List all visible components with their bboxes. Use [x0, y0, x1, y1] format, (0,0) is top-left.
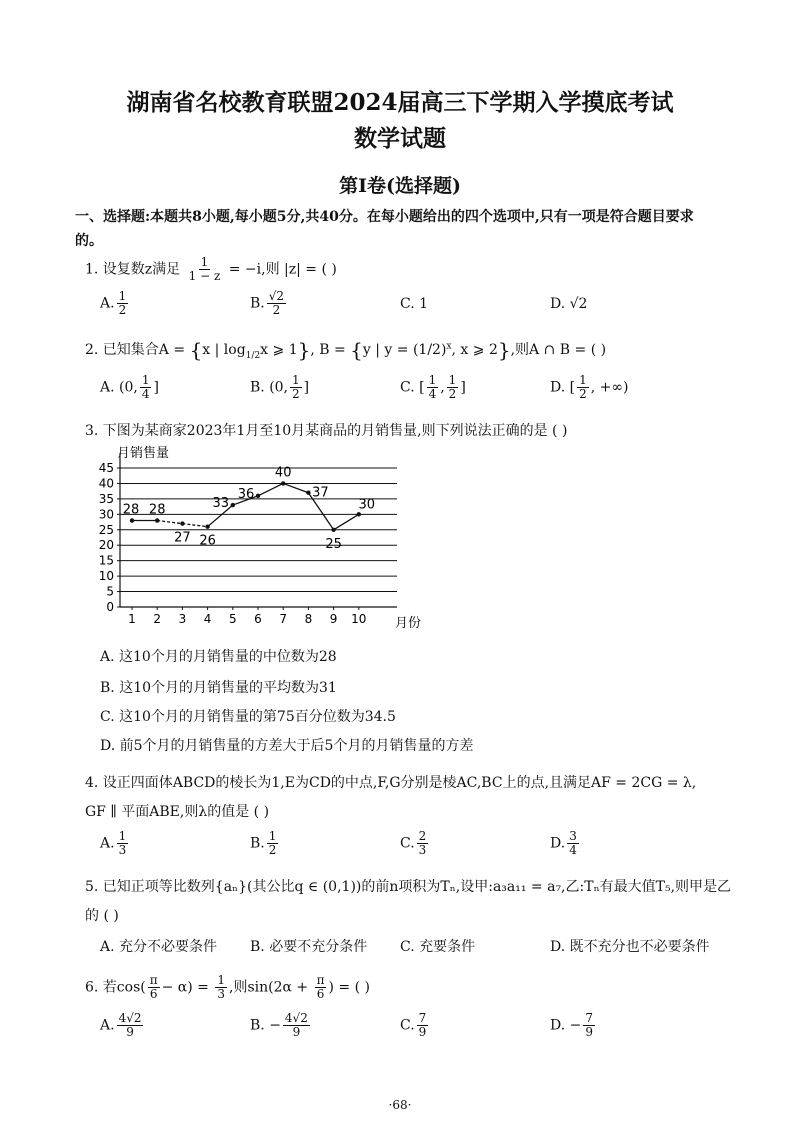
question-2-stem: 2. 已知集合A = {x | $\log_{1/2}x$ ⩾ 1}, B = {y | $y = (1/2)^x$, x ⩾ 2},则A ∩ B = ( ) [85, 338, 607, 362]
data-point [155, 518, 159, 522]
question-5-line1: 5. 已知正项等比数列{aₙ}(其公比q ∈ (0,1))的前n项积为Tₙ,设甲:a₃a₁₁ = a₇,乙:Tₙ有最大值T₅,则甲是乙 [85, 879, 732, 895]
data-label: 36 [237, 486, 255, 502]
data-label: 27 [174, 530, 191, 546]
y-tick-label: 30 [98, 507, 114, 522]
y-tick-label: 40 [98, 476, 114, 491]
data-point [231, 503, 235, 507]
q6-option-d[interactable]: D. − $\frac{7}{9}$ [550, 1011, 593, 1039]
series-segment [334, 514, 359, 529]
x-axis-label: 月份 [395, 616, 422, 631]
exam-subject: 数学试题 [354, 125, 446, 152]
q3-option-c[interactable]: C. 这10个月的月销售量的第75百分位数为34.5 [100, 709, 396, 725]
data-point [180, 521, 184, 525]
q6-option-b[interactable]: B. − $\frac{4√2}{9}$ [250, 1011, 308, 1039]
question-3-stem: 3. 下图为某商家2023年1月至10月某商品的月销售量,则下列说法正确的是 ( ) [85, 423, 568, 439]
q1-option-b[interactable]: B. $\frac{√2}{2}$ [250, 289, 285, 317]
y-tick-label: 45 [98, 461, 114, 475]
x-tick-label: 2 [153, 612, 162, 626]
q4-option-a[interactable]: A. $\frac{1}{3}$ [100, 829, 127, 857]
y-tick-label: 15 [98, 553, 114, 568]
data-point [306, 491, 310, 495]
q6-option-a[interactable]: A. $\frac{4√2}{9}$ [100, 1011, 142, 1039]
volume-title: 第Ⅰ卷(选择题) [339, 175, 461, 197]
data-point [205, 524, 209, 528]
y-tick-label: 20 [98, 538, 114, 553]
question-4-line1: 4. 设正四面体ABCD的棱长为1,E为CD的中点,F,G分别是棱AC,BC上的点,且满足AF = 2CG = λ, [85, 775, 697, 791]
fraction: $\frac{1}{1 - z}$ [188, 255, 221, 283]
q3-option-d[interactable]: D. 前5个月的月销售量的方差大于后5个月的月销售量的方差 [100, 738, 474, 754]
data-label: 37 [312, 485, 329, 501]
question-1-stem: 1. 设复数z满足 $\frac{1}{1 - z}$ = −i,则 |z| = ( ) [85, 255, 337, 283]
sales-line-chart [85, 445, 435, 635]
data-point [331, 528, 335, 532]
q4-option-d[interactable]: D. $\frac{3}{4}$ [550, 829, 577, 857]
y-tick-label: 10 [98, 569, 114, 584]
series-segment [182, 524, 207, 527]
series-segment [157, 521, 182, 524]
y-tick-label: 35 [98, 491, 114, 506]
x-tick-label: 6 [254, 612, 262, 626]
q5-option-c[interactable]: C. 充要条件 [400, 939, 476, 955]
data-label: 25 [325, 536, 342, 552]
q1-option-a[interactable]: A. $\frac{1}{2}$ [100, 289, 127, 317]
data-label: 28 [148, 502, 166, 518]
q2-option-b[interactable]: B. (0, $\frac{1}{2}$ ] [250, 373, 310, 401]
y-tick-label: 5 [106, 584, 114, 599]
x-tick-label: 10 [351, 612, 367, 626]
data-label: 33 [212, 496, 230, 512]
chart-title: 月销售量 [117, 446, 170, 461]
q3-option-a[interactable]: A. 这10个月的月销售量的中位数为28 [100, 649, 337, 665]
x-tick-label: 7 [279, 612, 288, 626]
data-point [357, 512, 361, 516]
x-tick-label: 5 [228, 612, 237, 626]
x-tick-label: 4 [203, 612, 212, 626]
x-tick-label: 8 [304, 612, 313, 626]
exam-title: 湖南省名校教育联盟2024届高三下学期入学摸底考试 [126, 89, 674, 116]
data-point [256, 494, 260, 498]
q5-option-a[interactable]: A. 充分不必要条件 [100, 939, 218, 955]
question-5-line2: 的 ( ) [85, 908, 119, 924]
y-tick-label: 0 [106, 600, 114, 614]
q4-option-c[interactable]: C. $\frac{2}{3}$ [400, 829, 427, 857]
q6-option-c[interactable]: C. $\frac{7}{9}$ [400, 1011, 427, 1039]
data-point [130, 518, 134, 522]
x-tick-label: 3 [178, 612, 187, 626]
data-label: 30 [358, 497, 376, 513]
q1-option-d[interactable]: D. √2 [550, 296, 588, 312]
y-tick-label: 25 [98, 522, 114, 537]
q2-option-d[interactable]: D. [ $\frac{1}{2}$ , +∞) [550, 373, 629, 401]
page-number: ·68· [388, 1098, 412, 1112]
data-label: 28 [122, 502, 140, 518]
data-point [281, 481, 285, 485]
series-segment [258, 483, 283, 495]
q2-option-c[interactable]: C. [ $\frac{1}{4}$ , $\frac{1}{2}$ ] [400, 373, 466, 401]
series-segment [283, 483, 308, 492]
q1-option-c[interactable]: C. 1 [400, 296, 429, 312]
section-instruction-cont: 的。 [75, 233, 103, 249]
q5-option-b[interactable]: B. 必要不充分条件 [250, 939, 368, 955]
question-6-stem: 6. 若cos( $\frac{\pi}{6}$ − α) = $\frac{1}{3}$ ,则sin(2α + $\frac{\pi}{6}$ ) = ( ) [85, 973, 370, 1001]
question-4-line2: GF ∥ 平面ABE,则λ的值是 ( ) [85, 804, 270, 820]
x-tick-label: 9 [329, 612, 338, 626]
q5-option-d[interactable]: D. 既不充分也不必要条件 [550, 939, 710, 955]
section-instruction: 一、选择题:本题共8小题,每小题5分,共40分。在每小题给出的四个选项中,只有一项是符合题目要求 [75, 209, 694, 225]
q3-option-b[interactable]: B. 这10个月的月销售量的平均数为31 [100, 680, 337, 696]
data-label: 26 [199, 533, 216, 549]
data-label: 40 [274, 465, 292, 481]
x-tick-label: 1 [128, 612, 136, 626]
q2-option-a[interactable]: A. (0, $\frac{1}{4}$ ] [100, 373, 159, 401]
q4-option-b[interactable]: B. $\frac{1}{2}$ [250, 829, 277, 857]
